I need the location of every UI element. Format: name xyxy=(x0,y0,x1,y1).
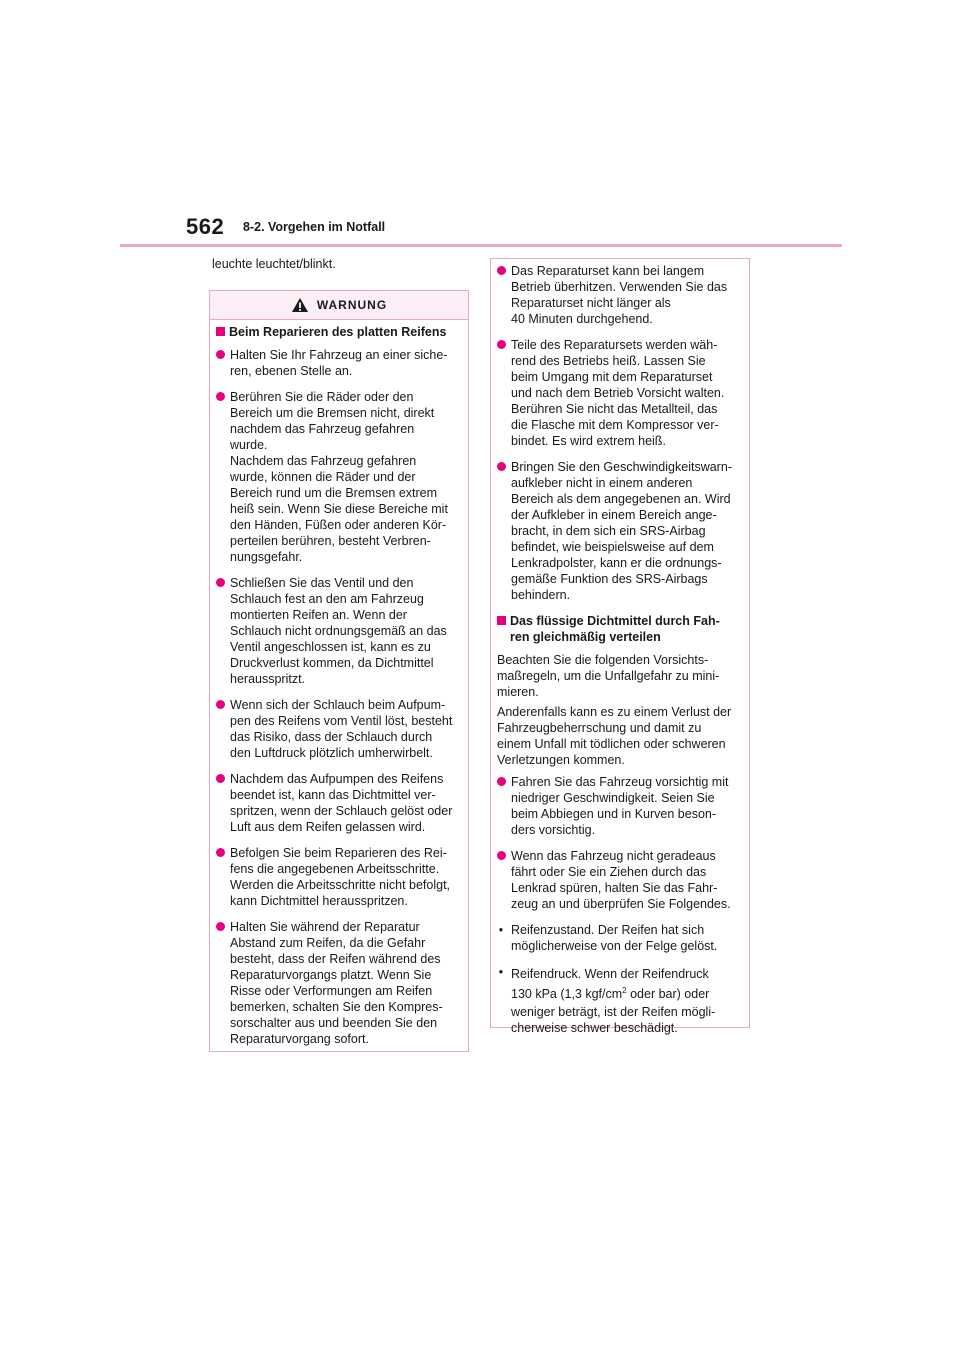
square-bullet-icon xyxy=(497,616,506,625)
pressure-rest: weniger beträgt, ist der Reifen mögli- cherweise schwer beschädigt. xyxy=(511,1005,716,1035)
list-item-text: Befolgen Sie beim Reparieren des Rei- fens die angegebenen Arbeitsschritte. Werden die Arbeitsschritte nicht befolgt, kann Dichtmittel herausspritzen. xyxy=(230,846,451,908)
bullet-dot-icon xyxy=(216,922,225,931)
warning-box-right xyxy=(490,258,750,1035)
list-item xyxy=(497,774,743,838)
sub-list-item-text xyxy=(511,964,715,1036)
list-item-text: Wenn sich der Schlauch beim Aufpum- pen des Reifens vom Ventil löst, besteht das Risiko, dass der Schlauch durch den Luftdruck plötzlich umherwirbelt. xyxy=(230,698,453,760)
section-title: 8-2. Vorgehen im Notfall xyxy=(243,220,386,234)
bullet-dot-icon xyxy=(216,392,225,401)
paragraph: Anderenfalls kann es zu einem Verlust der Fahrzeugbeherrschung und damit zu einem Unfall mit tödlichen oder schweren Verletzungen kommen. xyxy=(497,705,732,767)
list-item xyxy=(216,697,462,761)
intro-text: leuchte leuchtet/blinkt. xyxy=(212,257,336,271)
sub-list-item-text: Reifenzustand. Der Reifen hat sich möglicherweise von der Felge gelöst. xyxy=(511,923,718,953)
pressure-unit-text: oder bar) oder xyxy=(626,987,710,1001)
sub-bullet-mark: • xyxy=(498,923,504,937)
header-divider xyxy=(120,244,842,247)
page-number: 562 xyxy=(186,214,225,239)
list-item-text: Das Reparaturset kann bei langem Betrieb überhitzen. Verwenden Sie das Reparaturset nicht länger als 40 Minuten durchgehend. xyxy=(511,264,728,326)
list-item xyxy=(497,263,743,327)
bullet-dot-icon xyxy=(216,848,225,857)
list-item xyxy=(216,389,462,565)
sub-list-item xyxy=(497,964,743,1036)
list-item-text: Bringen Sie den Geschwindigkeitswarn- aufkleber nicht in einem anderen Bereich als dem angegebenen an. Wird der Aufkleber in einem Bereich ange- bracht, in dem sich ein SRS-Airbag befindet, wie beispielsweise auf dem Lenkradpolster, kann er die ordnungs- gemäße Funktion des SRS-Airbags behindern. xyxy=(511,460,732,602)
bullet-dot-icon xyxy=(216,578,225,587)
list-item xyxy=(216,347,462,379)
section-heading xyxy=(216,324,462,340)
square-bullet-icon xyxy=(216,327,225,336)
list-item xyxy=(497,848,743,912)
sub-bullet-mark: • xyxy=(498,965,504,979)
paragraph: Beachten Sie die folgenden Vorsichts- maßregeln, um die Unfallgefahr zu mini- mieren. xyxy=(497,653,720,699)
list-item xyxy=(216,771,462,835)
bullet-dot-icon xyxy=(497,462,506,471)
list-item-text: Nachdem das Aufpumpen des Reifens beendet ist, kann das Dichtmittel ver- spritzen, wenn der Schlauch gelöst oder Luft aus dem Reifen gelassen wird. xyxy=(230,772,453,834)
warning-header xyxy=(210,291,468,320)
warning-triangle-icon xyxy=(291,297,309,313)
heading-text: Beim Reparieren des platten Reifens xyxy=(229,325,447,339)
list-item-text: Berühren Sie die Räder oder den Bereich um die Bremsen nicht, direkt nachdem das Fahrzeug gefahren wurde. Nachdem das Fahrzeug gefahren wurde, können die Räder und der Bereich rund um die Bremsen extrem heiß sein. Wenn Sie diese Bereiche mit den Händen, Füßen oder anderen Kör- perteilen berühren, besteht Verbren- nungsgefahr. xyxy=(230,390,448,564)
bullet-dot-icon xyxy=(216,774,225,783)
heading-text: Das flüssige Dichtmittel durch Fah- ren gleichmäßig verteilen xyxy=(510,614,720,644)
list-item xyxy=(216,845,462,909)
pressure-line-2 xyxy=(511,984,715,1004)
superscript-2: 2 xyxy=(622,985,627,995)
list-item-text: Fahren Sie das Fahrzeug vorsichtig mit niedriger Geschwindigkeit. Seien Sie beim Abbiegen und in Kurven beson- ders vorsichtig. xyxy=(511,775,729,837)
bullet-dot-icon xyxy=(497,340,506,349)
warning-box-left xyxy=(209,290,469,1052)
list-item-text: Teile des Reparatursets werden wäh- rend des Betriebs heiß. Lassen Sie beim Umgang mit dem Reparaturset und nach dem Betrieb Vorsicht walten. Berühren Sie nicht das Metallteil, das die Flasche mit dem Kompressor ver- bindet. Es wird extrem heiß. xyxy=(511,338,725,448)
pressure-line-1: Reifendruck. Wenn der Reifendruck xyxy=(511,967,709,981)
bullet-dot-icon xyxy=(497,777,506,786)
sub-list-item xyxy=(497,922,743,954)
pressure-value: 130 kPa (1,3 kgf/cm xyxy=(511,987,623,1001)
list-item xyxy=(497,459,743,603)
bullet-dot-icon xyxy=(497,851,506,860)
bullet-dot-icon xyxy=(497,266,506,275)
bullet-dot-icon xyxy=(216,350,225,359)
list-item-text: Wenn das Fahrzeug nicht geradeaus fährt oder Sie ein Ziehen durch das Lenkrad spüren, halten Sie das Fahr- zeug an und überprüfen Sie Folgendes. xyxy=(511,849,731,911)
list-item xyxy=(497,337,743,449)
list-item-text: Halten Sie Ihr Fahrzeug an einer siche- ren, ebenen Stelle an. xyxy=(230,348,448,378)
list-item xyxy=(216,575,462,687)
section-heading xyxy=(497,613,743,645)
warning-title: WARNUNG xyxy=(316,298,388,312)
bullet-dot-icon xyxy=(216,700,225,709)
list-item xyxy=(216,919,462,1047)
list-item-text: Halten Sie während der Reparatur Abstand zum Reifen, da die Gefahr besteht, dass der Reifen während des Reparaturvorgangs platzt. Wenn Sie Risse oder Verformungen am Reifen bemerken, schalten Sie den Kompres- sorschalter aus und beenden Sie den Reparaturvorgang sofort. xyxy=(230,920,443,1046)
list-item-text: Schließen Sie das Ventil und den Schlauch fest an den am Fahrzeug montierten Reifen an. Wenn der Schlauch nicht ordnungsgemäß an das Ventil angeschlossen ist, kann es zu Druckverlust kommen, da Dichtmittel herausspritzt. xyxy=(230,576,447,686)
